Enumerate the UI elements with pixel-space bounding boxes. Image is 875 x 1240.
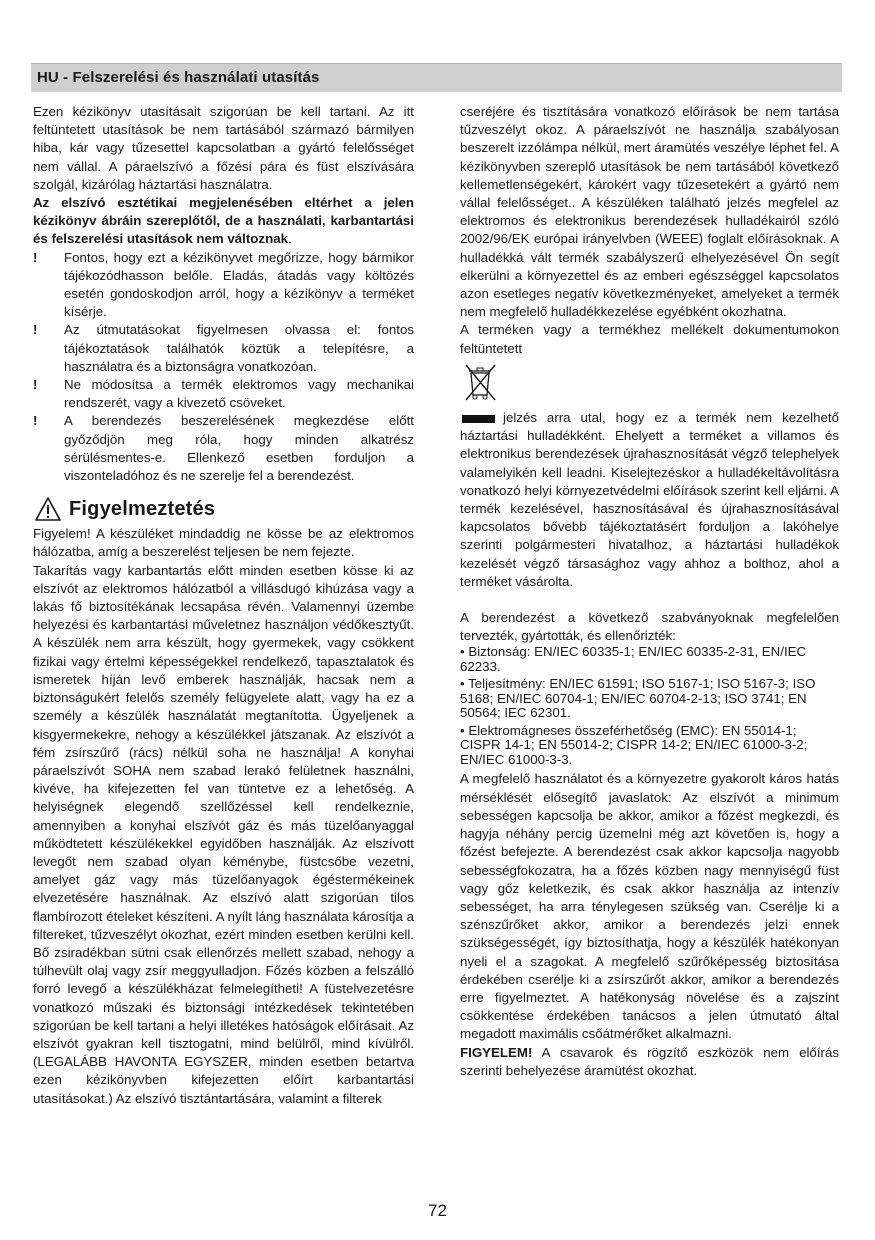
left-column — [33, 103, 414, 1108]
final-warning — [460, 1044, 839, 1080]
section-header — [31, 63, 842, 92]
final-warning-label: FIGYELEM! — [460, 1044, 533, 1060]
warning-heading — [33, 497, 414, 521]
final-warning-text: A csavarok és rögzítő eszközök nem előírás szerinti behelyezése áramütést okozhat. — [460, 1044, 839, 1078]
list-item — [33, 376, 414, 412]
exclamation-icon: ! — [33, 377, 38, 393]
usage-recommendations: A megfelelő használatot és a környezetre gyakorolt káros hatás mérséklését elősegítő javaslatok: Az elszívót a minimum sebességen kapcsolja be akkor, amikor a főzést megkezdi, és hagyja néhány percig üzemelni még azt követően is, hogy a főzést befejezte. A berendezést csak akkor kapcsolja nagyobb sebességfokozatra, ha a főzés közben nagy mennyiségű füst vagy gőz keletkezik, és csak akkor használja az intenzív sebességet, ha arra ténylegesen szükség van. Cserélje ki a szénszűrőket akkor, amikor a berendezés jelzi ennek szükségességét, így biztosíthatja, hogy a készülék hatékonyan nyeli el a szagokat. A megfelelő szűrőképesség biztosítása érdekében cserélje ki a zsírszűrőt akkor, amikor a berendezés erre figyelmeztet. A hatékonyság növelése és a zajszint csökkentése érdekében tanácsos a jelen útmutató által megadott maximális csőátmérőket alkalmazni. — [460, 771, 839, 1042]
warning-body: Takarítás vagy karbantartás előtt minden esetben kösse ki az elszívót az elektromos hálózatból a villásdugó kihúzása vagy a lakás fő biztosítékának lecsapása révén. Valamennyi üzembe helyezési és karbantartási műveletnez használjon védőkesztyűt. A készülék nem arra készült, hogy gyermekek, vagy csökkent fizikai vagy értelmi képességekkel rendelkező, tapasztalatok és ismeretek híján levő emberek használják, hacsak nem a biztonságukért felelős személy felügyelete alatt, vagy ha ez a személy a készülék használatát megtanította. Ügyeljenek a kisgyermekekre, nehogy a készülékkel játszanak. Az elszívót a fém zsírszűrő (rács) nélkül soha ne használja! A konyhai páraelszívót SOHA nem szabad lerakó felületnek használni, kivéve, ha kifejezetten fel van tüntetve ez a lehetőség. A helyiségnek elegendő szellőzéssel kell rendelkeznie, amennyiben a konyhai elszívót gáz és más tüzelőanyaggal működtetett készülékekkel egyidőben használják. Az elszívott levegőt nem szabad olyan kéménybe, füstcsőbe vezetni, amelyet gáz vagy más tüzelőanyagok égéstermékeinek elvezetésére használnak. Az elszívó alatt szigorúan tilos flambírozott ételeket készíteni. A nyílt láng használata károsítja a filtereket, tűzveszélyt okozhat, ezért minden esetben kerülni kell. Bő zsiradékban sütni csak ellenőrzés mellett szabad, nehogy a túlhevült olaj vagy zsír meggyulladjon. Főzés közben a felszálló forró levegő a készülékházat felmelegítheti! A füstelvezetésre vonatkozó műszaki és biztonsági intézkedések tekintetében szigorúan be kell tartani a helyi illetékes hatóságok előírásait. Az elszívót gyakran kell tisztogatni, mind belülről, mind kívülről. (LEGALÁBB HAVONTA EGYSZER, minden esetben betartva ezen kézikönyvben kifejezetten előírt karbantartási utasításokat.) Az elszívó tisztántartására, valamint a filterek — [33, 562, 414, 1106]
intro-paragraph: Ezen kézikönyv utasításait szigorúan be kell tartani. Az itt feltüntetett utasítások be nem tartásából származó bármilyen hiba, kár vagy tűzesettel kapcsolatban a gyártó felelősséget nem vállal. A páraelszívó a főzési pára és füst elszívására szolgál, kizárólag háztartási használatra. — [33, 104, 414, 192]
standard-item: • Biztonság: EN/IEC 60335-1; EN/IEC 60335-2-31, EN/IEC 62233. — [460, 644, 807, 674]
warning-intro: Figyelem! A készüléket mindaddig ne kösse be az elektromos hálózatba, amíg a beszerelést teljesen be nem fejezte. — [33, 526, 414, 560]
list-item — [33, 321, 414, 376]
exclamation-icon: ! — [33, 413, 38, 429]
warning-title: Figyelmeztetés — [69, 498, 216, 521]
appearance-note-text: Az elszívó esztétikai megjelenésében eltérhet a jelen kézikönyv ábráin szereplőtől, de a használati, karbantartási és felszerelési utasítások nem változnak — [33, 195, 414, 247]
bullet-text: Fontos, hogy ezt a kézikönyvet megőrizze, hogy bármikor tájékozódhasson belőle. Eladás, átadás vagy költözés esetén gondoskodjon arról, hogy a kézikönyv a terméket kísérje. — [64, 249, 414, 320]
standard-item: • Teljesítmény: EN/IEC 61591; ISO 5167-1; ISO 5167-3; ISO 5168; EN/IEC 60704-1; EN/IEC 60704-2-13; ISO 3741; EN 50564; IEC 62301. — [460, 676, 816, 721]
right-column — [460, 103, 839, 1080]
bullet-text: Az útmutatásokat figyelmesen olvassa el: fontos tájékoztatások találhatók köztük a telepítésre, a használatra és a biztonságra vonatkozóan. — [64, 322, 414, 374]
page-number: 72 — [428, 1201, 447, 1220]
standard-item: • Elektromágneses összeférhetőség (EMC): EN 55014-1; CISPR 14-1; EN 55014-2; CISPR 14-2; EN/IEC 61000-3-2; EN/IEC 61000-3-3. — [460, 722, 808, 767]
crossed-out-wheelie-bin-icon — [460, 362, 500, 404]
symbol-text: jelzés arra utal, hogy ez a termék nem kezelhető háztartási hulladékként. Ehelyett a terméket a villamos és elektronikus berendezések újrahasznosítását végző telephelyek valamelyikén kell leadni. Kiselejtezéskor a hulladékeltávolításra vonatkozó helyi környezetvédelmi előírások szerint kell eljárni. A termék kezelésével, hasznosításával és újrahasznosításával kapcsolatos bővebb tájékoztatásért forduljon a lakóhelye szerinti polgármesteri hivatalhoz, a háztartási hulladékok kezelését végző társasághoz vagy ahhoz a bolthoz, ahol a terméket vásárolta. — [460, 410, 839, 589]
warning-triangle-icon — [35, 497, 61, 521]
exclamation-icon: ! — [33, 249, 38, 265]
list-item — [33, 249, 414, 322]
bullet-text: A berendezés beszerelésének megkezdése előtt győződjön meg róla, hogy minden alkatrész sérülésmentes-e. Ellenkező esetben forduljon a viszonteladóhoz és ne szerelje fel a berendezést. — [64, 413, 414, 484]
symbol-explanation — [460, 409, 839, 591]
bullet-text: Ne módosítsa a termék elektromos vagy mechanikai rendszerét, vagy a kivezető csöveket. — [64, 377, 414, 411]
appearance-note-end: . — [287, 231, 292, 247]
continued-paragraph: cseréjére és tisztítására vonatkozó előírások be nem tartása tűzveszélyt okoz. A páraelszívót ne használja szabályosan beszerelt izzólámpa nélkül, mert áramütés veszélye léphet fel. A kézikönyvben szereplő utasítások be nem tartásából következő kellemetlenségekért, károkért vagy tűzesetekért a gyártó nem vállal felelősséget.. A készüléken található jelzés megfelel az elektromos és elektronikus berendezések hulladékairól szóló 2002/96/EK európai irányelvben (WEEE) foglalt előírásoknak. A hulladékká vált termék szabályszerű elhelyezésével Ön segít elkerülni a környezettel és az emberi egészséggel kapcsolatos azon esetleges negatív következményeket, amelyeket a termék nem megfelelő hulladékkezelése egyébként okozhatna. — [460, 104, 839, 320]
standards-intro: A berendezést a következő szabványoknak megfelelően tervezték, gyártották, és ellenőrizték: — [460, 610, 839, 644]
list-item — [33, 412, 414, 485]
black-bar-icon — [462, 415, 495, 423]
product-doc-text: A terméken vagy a termékhez mellékelt dokumentumokon feltüntetett — [460, 322, 839, 356]
section-title: HU - Felszerelési és használati utasítás — [37, 69, 320, 86]
exclamation-icon: ! — [33, 322, 38, 338]
appearance-note — [33, 194, 414, 249]
